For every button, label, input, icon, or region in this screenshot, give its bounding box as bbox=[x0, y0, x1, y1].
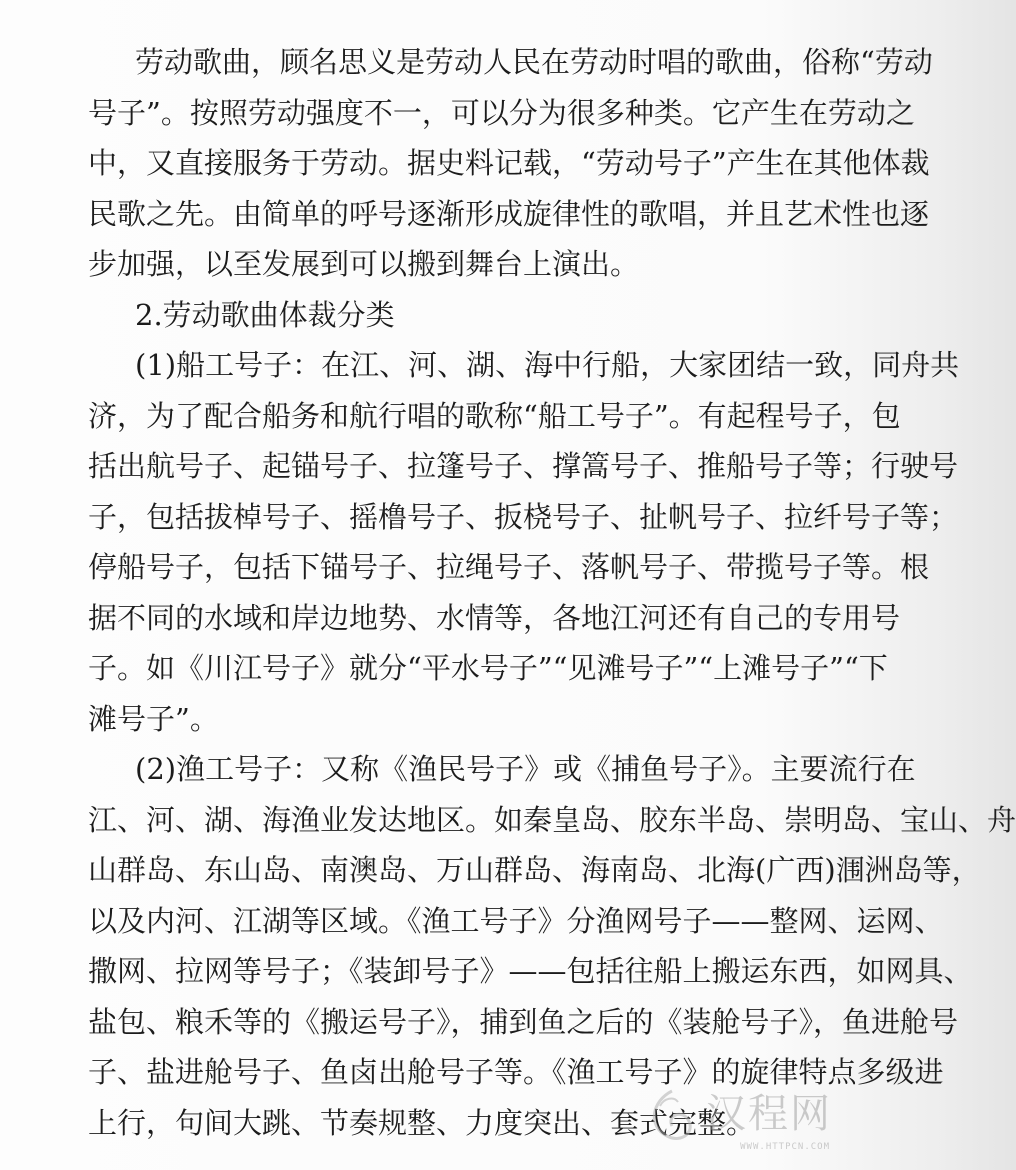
swirl-logo-icon bbox=[642, 1086, 702, 1146]
text-line: 号子”。按照劳动强度不一，可以分为很多种类。它产生在劳动之 bbox=[88, 95, 915, 130]
text-line: 济，为了配合船务和航行唱的歌称“船工号子”。有起程号子，包 bbox=[88, 398, 901, 433]
text-line: 子。如《川江号子》就分“平水号子”“见滩号子”“上滩号子”“下 bbox=[88, 651, 888, 685]
watermark-text: 汉程网 bbox=[706, 1091, 832, 1137]
text-line: 据不同的水域和岸边地势、水情等，各地江河还有自己的专用号 bbox=[88, 600, 901, 635]
text-line: 步加强，以至发展到可以搬到舞台上演出。 bbox=[88, 247, 640, 281]
paragraph bbox=[88, 37, 933, 290]
section-heading bbox=[88, 290, 784, 341]
text-line: 山群岛、东山岛、南澳岛、万山群岛、海南岛、北海(广西)涠洲岛等， bbox=[88, 853, 981, 887]
text-line: 江、河、湖、海渔业发达地区。如秦皇岛、胶东半岛、崇明岛、宝山、舟 bbox=[88, 802, 1016, 837]
paragraph bbox=[88, 340, 960, 744]
watermark-url: WWW.HTTPCN.COM bbox=[740, 1142, 830, 1152]
text-line: 上行，句间大跳、节奏规整、力度突出、套式完整。 bbox=[88, 1105, 756, 1140]
text-line: 停船号子，包括下锚号子、拉绳号子、落帆号子、带揽号子等。根 bbox=[88, 550, 930, 584]
text-line: 滩号子”。 bbox=[88, 701, 219, 736]
text-line: 以及内河、江湖等区域。《渔工号子》分渔网号子——整网、运网、 bbox=[88, 903, 944, 938]
text-line: (2)渔工号子：又称《渔民号子》或《捕鱼号子》。主要流行在 bbox=[135, 752, 916, 786]
text-line: 撒网、拉网等号子；《装卸号子》——包括往船上搬运东西，如网具、 bbox=[88, 954, 973, 988]
text-line: 2.劳动歌曲体裁分类 bbox=[135, 297, 395, 332]
text-line: 盐包、粮禾等的《搬运号子》，捕到鱼之后的《装舱号子》，鱼进舱号 bbox=[88, 1004, 959, 1039]
text-line: 子，包括拔棹号子、摇橹号子、扳桡号子、扯帆号子、拉纤号子等； bbox=[88, 499, 959, 534]
watermark-logo bbox=[642, 1082, 832, 1152]
text-line: 劳动歌曲，顾名思义是劳动人民在劳动时唱的歌曲，俗称“劳动 bbox=[135, 45, 933, 79]
text-line: 民歌之先。由简单的呼号逐渐形成旋律性的歌唱，并且艺术性也逐 bbox=[88, 196, 930, 231]
text-line: (1)船工号子：在江、河、湖、海中行船，大家团结一致，同舟共 bbox=[135, 348, 960, 382]
text-line: 括出航号子、起锚号子、拉篷号子、撑篙号子、推船号子等；行驶号 bbox=[88, 449, 959, 483]
text-line: 中，又直接服务于劳动。据史料记载，“劳动号子”产生在其他体裁 bbox=[88, 146, 930, 180]
text-line: 子、盐进舱号子、鱼卤出舱号子等。《渔工号子》的旋律特点多级进 bbox=[88, 1055, 944, 1089]
